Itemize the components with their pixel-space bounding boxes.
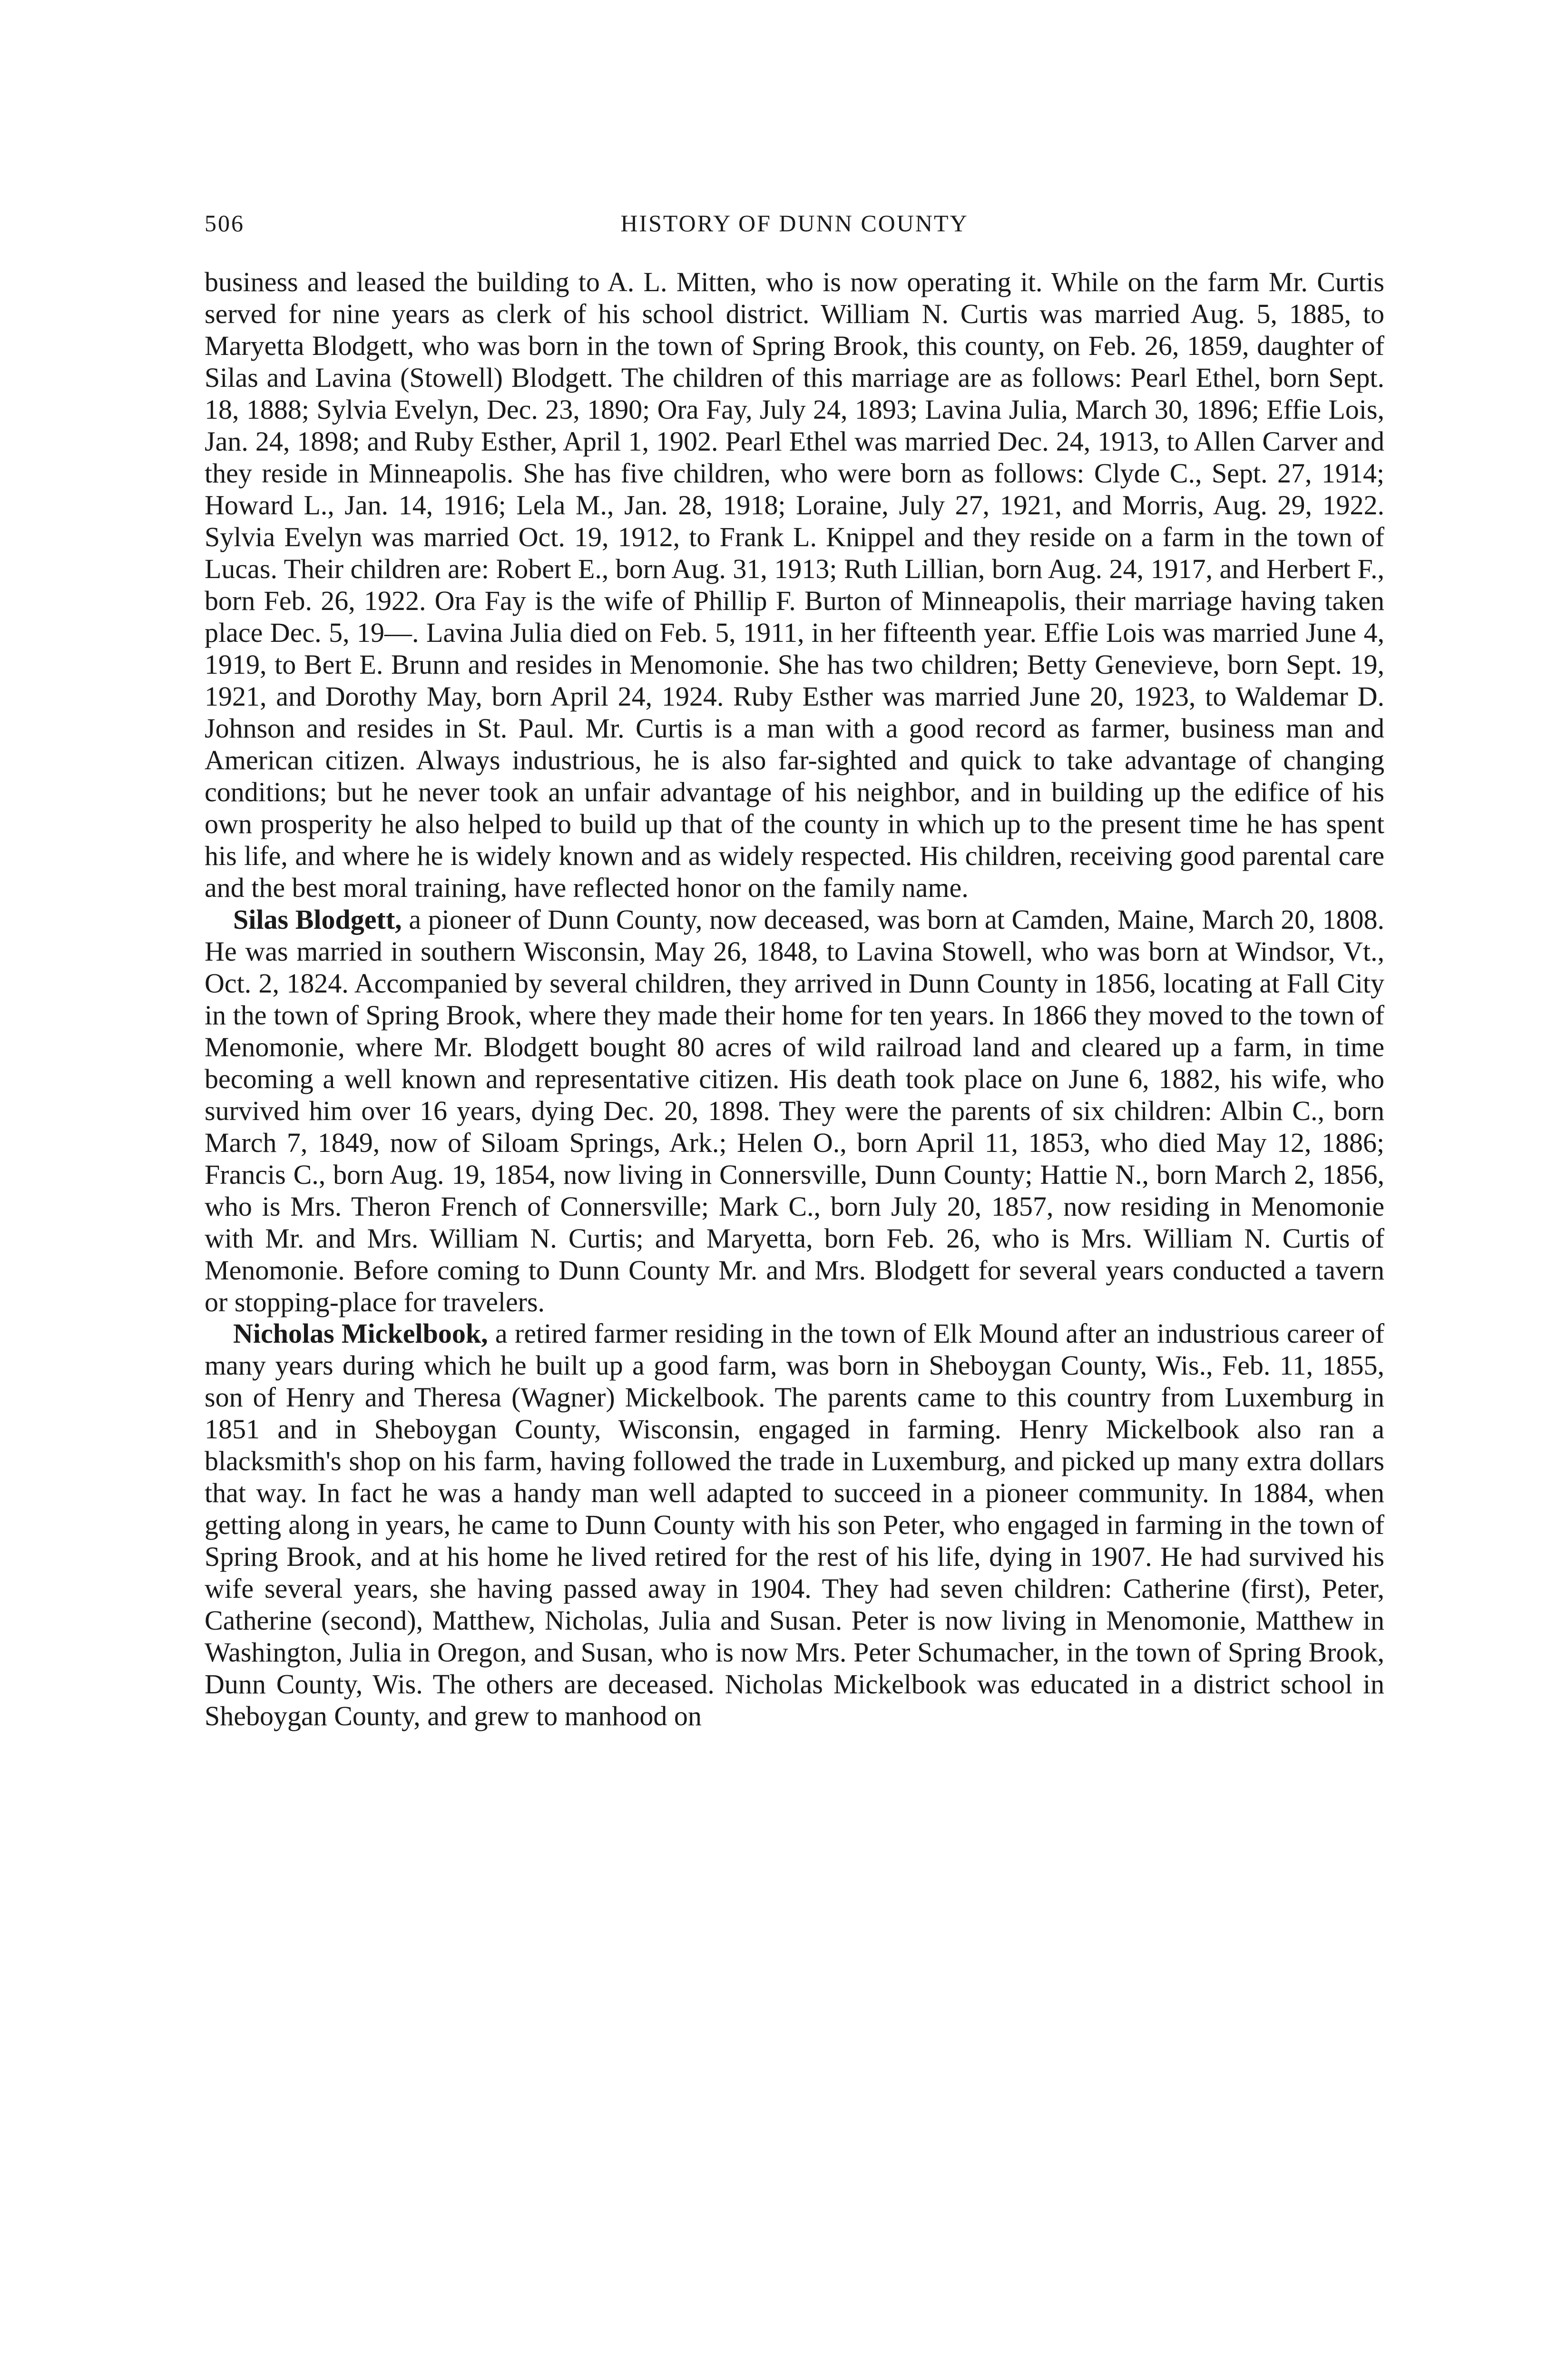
page-number: 506 bbox=[205, 210, 245, 236]
body-text bbox=[205, 266, 1384, 2198]
paragraph-nicholas-mickelbook bbox=[205, 1318, 1384, 1732]
paragraph-curtis-continued bbox=[205, 266, 1384, 904]
paragraph-silas-blodgett bbox=[205, 904, 1384, 1318]
paragraph-text: business and leased the building to A. L. Mitten, who is now operating it. While on the farm Mr. Curtis served for nine years as clerk of his school district. William N. Curtis was married Aug. 5, 1885, to Maryetta Blodgett, who was born in the town of Spring Brook, this county, on Feb. 26, 1859, daughter of Silas and Lavina (Stowell) Blodgett. The children of this marriage are as follows: Pearl Ethel, born Sept. 18, 1888; Sylvia Evelyn, Dec. 23, 1890; Ora Fay, July 24, 1893; Lavina Julia, March 30, 1896; Effie Lois, Jan. 24, 1898; and Ruby Esther, April 1, 1902. Pearl Ethel was married Dec. 24, 1913, to Allen Carver and they reside in Minneapolis. She has five children, who were born as follows: Clyde C., Sept. 27, 1914; Howard L., Jan. 14, 1916; Lela M., Jan. 28, 1918; Loraine, July 27, 1921, and Morris, Aug. 29, 1922. Sylvia Evelyn was married Oct. 19, 1912, to Frank L. Knippel and they reside on a farm in the town of Lucas. Their children are: Robert E., born Aug. 31, 1913; Ruth Lillian, born Aug. 24, 1917, and Herbert F., born Feb. 26, 1922. Ora Fay is the wife of Phillip F. Burton of Minneapolis, their marriage having taken place Dec. 5, 19—. Lavina Julia died on Feb. 5, 1911, in her fifteenth year. Effie Lois was married June 4, 1919, to Bert E. Brunn and resides in Menomonie. She has two children; Betty Genevieve, born Sept. 19, 1921, and Dorothy May, born April 24, 1924. Ruby Esther was married June 20, 1923, to Waldemar D. Johnson and resides in St. Paul. Mr. Curtis is a man with a good record as farmer, business man and American citizen. Always industrious, he is also far-sighted and quick to take advantage of changing conditions; but he never took an unfair advantage of his neighbor, and in building up the edifice of his own prosperity he also helped to build up that of the county in which up to the present time he has spent his life, and where he is widely known and as widely respected. His children, receiving good parental care and the best moral training, have reflected honor on the family name. bbox=[205, 266, 1384, 903]
running-head bbox=[205, 209, 1384, 243]
biography-name: Nicholas Mickelbook, bbox=[233, 1318, 488, 1349]
paragraph-text: a pioneer of Dunn County, now deceased, was born at Camden, Maine, March 20, 1808. He was married in southern Wisconsin, May 26, 1848, to Lavina Stowell, who was born at Windsor, Vt., Oct. 2, 1824. Accompanied by several children, they arrived in Dunn County in 1856, locating at Fall City in the town of Spring Brook, where they made their home for ten years. In 1866 they moved to the town of Menomonie, where Mr. Blodgett bought 80 acres of wild railroad land and cleared up a farm, in time becoming a well known and representative citizen. His death took place on June 6, 1882, his wife, who survived him over 16 years, dying Dec. 20, 1898. They were the parents of six children: Albin C., born March 7, 1849, now of Siloam Springs, Ark.; Helen O., born April 11, 1853, who died May 12, 1886; Francis C., born Aug. 19, 1854, now living in Connersville, Dunn County; Hattie N., born March 2, 1856, who is Mrs. Theron French of Connersville; Mark C., born July 20, 1857, now residing in Menomonie with Mr. and Mrs. William N. Curtis; and Maryetta, born Feb. 26, who is Mrs. William N. Curtis of Menomonie. Before coming to Dunn County Mr. and Mrs. Blodgett for several years conducted a tavern or stopping-place for travelers. bbox=[205, 904, 1384, 1317]
paragraph-text: a retired farmer residing in the town of Elk Mound after an industrious career of many years during which he built up a good farm, was born in Sheboygan County, Wis., Feb. 11, 1855, son of Henry and Theresa (Wagner) Mickelbook. The parents came to this country from Luxemburg in 1851 and in Sheboygan County, Wisconsin, engaged in farming. Henry Mickelbook also ran a blacksmith's shop on his farm, having followed the trade in Luxemburg, and picked up many extra dollars that way. In fact he was a handy man well adapted to succeed in a pioneer community. In 1884, when getting along in years, he came to Dunn County with his son Peter, who engaged in farming in the town of Spring Brook, and at his home he lived retired for the rest of his life, dying in 1907. He had survived his wife several years, she having passed away in 1904. They had seven children: Catherine (first), Peter, Catherine (second), Matthew, Nicholas, Julia and Susan. Peter is now living in Menomonie, Matthew in Washington, Julia in Oregon, and Susan, who is now Mrs. Peter Schumacher, in the town of Spring Brook, Dunn County, Wis. The others are deceased. Nicholas Mickelbook was educated in a district school in Sheboygan County, and grew to manhood on bbox=[205, 1318, 1384, 1732]
biography-name: Silas Blodgett, bbox=[233, 904, 402, 935]
running-title: HISTORY OF DUNN COUNTY bbox=[620, 210, 969, 236]
